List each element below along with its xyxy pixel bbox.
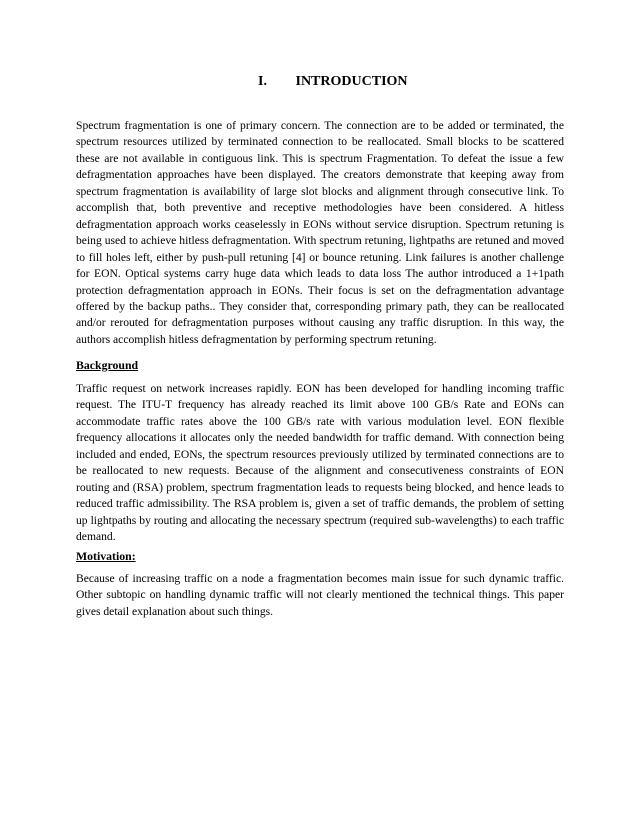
section-heading-title: INTRODUCTION xyxy=(295,74,408,89)
motivation-heading: Motivation: xyxy=(76,549,136,563)
background-heading: Background xyxy=(76,358,139,372)
section-heading xyxy=(258,74,408,90)
introduction-paragraph: Spectrum fragmentation is one of primary concern. The connection are to be added or terminated, the spectrum resources utilized by terminated connection to be reallocated. Small blocks to be scattered these are not available in contiguous link. This is spectrum Fragmentation. To defeat the issue a few defragmentation approaches have been displayed. The creators demonstrate that keeping away from spectrum fragmentation is availability of large slot blocks and alignment through consecutive link. To accomplish that, both preventive and receptive methodologies have been considered. A hitless defragmentation approach works ceaselessly in EONs without service disruption. Spectrum retuning is being used to achieve hitless defragmentation. With spectrum retuning, lightpaths are retuned and moved to fill holes left, either by push-pull retuning [4] or bounce retuning. Link failures is another challenge for EON. Optical systems carry huge data which leads to data loss The author introduced a 1+1path protection defragmentation approach in EONs. Their focus is set on the defragmentation advantage offered by the backup paths.. They consider that, corresponding primary path, they can be reallocated and/or rerouted for defragmentation purposes without causing any traffic disruption. In this way, the authors accomplish hitless defragmentation by performing spectrum retuning. xyxy=(76,119,564,346)
background-paragraph: Traffic request on network increases rapidly. EON has been developed for handling incoming traffic request. The ITU-T frequency has already reached its limit above 100 GB/s Rate and EONs can accommodate traffic rates above the 100 GB/s rate with various modulation level. EON flexible frequency allocations it allocates only the needed bandwidth for traffic demand. With connection being included and ended, EONs, the spectrum resources previously utilized by terminated connections are to be reallocated to new requests. Because of the alignment and consecutiveness constraints of EON routing and (RSA) problem, spectrum fragmentation leads to requests being blocked, and hence leads to reduced traffic admissibility. The RSA problem is, given a set of traffic demands, the problem of setting up lightpaths by routing and allocating the necessary spectrum (required sub-wavelengths) to each traffic demand. xyxy=(76,382,564,544)
section-number: I. xyxy=(258,74,267,89)
motivation-paragraph: Because of increasing traffic on a node a fragmentation becomes main issue for such dynamic traffic. Other subtopic on handling dynamic traffic will not clearly mentioned the technical things. This paper gives detail explanation about such things. xyxy=(76,572,564,618)
